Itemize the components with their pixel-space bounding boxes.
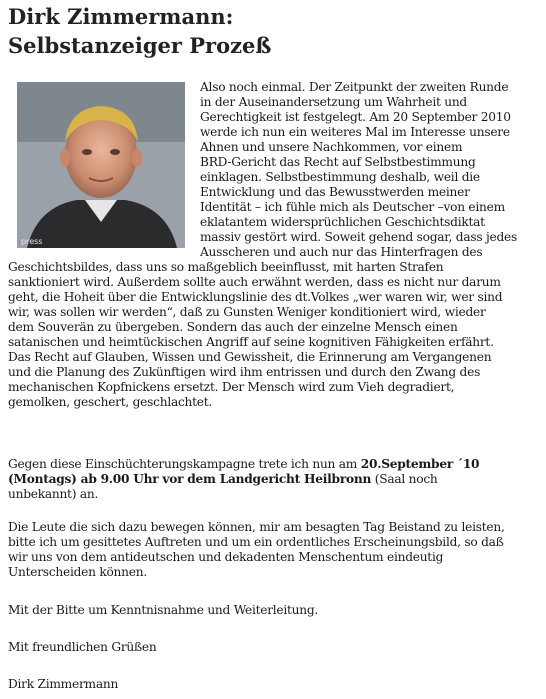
paragraph-3-line: Die Leute die sich dazu bewegen können, mir am besagten Tag Beistand zu leisten, [8,520,505,534]
article-title [8,2,271,60]
paragraph-1-line: mechanischen Kopfnickens ersetzt. Der Mensch wird zum Vieh degradiert, [8,380,455,394]
paragraph-2-line-2 [8,472,438,487]
title-line-2: Selbstanzeiger Prozeß [8,33,272,58]
paragraph-1-line: satanischen und heimtückischen Angriff auf seine kognitiven Fähigkeiten erfährt. [8,335,494,349]
paragraph-1-line: Geschichtsbildes, dass uns so maßgeblich beeinflusst, mit harten Strafen [8,260,444,274]
photo-caption: press [21,237,43,246]
paragraph-3-line: wir uns von dem antideutschen und dekadenten Menschentum eindeutig [8,550,444,564]
closing-greeting: Mit freundlichen Grüßen [8,640,157,654]
paragraph-1-line: geht, die Hoheit über die Entwicklungslinie des dt.Volkes „wer waren wir, wer sind [8,290,503,304]
paragraph-1-line: einklagen. Selbstbestimmung deshalb, weil die [200,170,480,184]
paragraph-1-line: Gerechtigkeit ist festgelegt. Am 20 September 2010 [200,110,511,124]
paragraph-1-line: dem Souverän zu übergeben. Sondern das auch der einzelne Mensch einen [8,320,458,334]
paragraph-1-line: gemolken, geschert, geschlachtet. [8,395,213,409]
paragraph-1-line: Ahnen und unsere Nachkommen, vor einem [200,140,463,154]
paragraph-2-line-3: unbekannt) an. [8,487,99,501]
paragraph-1-line: wir, was sollen wir werden“, daß zu Gunsten Weniger konditioniert wird, wieder [8,305,486,319]
paragraph-1-line: Identität – ich fühle mich als Deutscher –von einem [200,200,505,214]
paragraph-1-line: sanktioniert wird. Außerdem sollte auch erwähnt werden, dass es nicht nur darum [8,275,501,289]
closing-request: Mit der Bitte um Kenntnisnahme und Weiterleitung. [8,603,319,617]
paragraph-3-line: Unterscheiden können. [8,565,147,579]
portrait-photo [17,82,185,248]
location-highlight: (Montags) ab 9.00 Uhr vor dem Landgericht Heilbronn [8,472,372,486]
paragraph-1-line: Das Recht auf Glauben, Wissen und Gewissheit, die Erinnerung am Vergangenen [8,350,492,364]
paragraph-1-line: in der Auseinandersetzung um Wahrheit und [200,95,467,109]
paragraph-1-line: massiv gestört wird. Soweit gehend sogar, dass jedes [200,230,518,244]
paragraph-1-line: BRD-Gericht das Recht auf Selbstbestimmung [200,155,476,169]
paragraph-1-line: werde ich nun ein weiteres Mal im Interesse unsere [200,125,510,139]
paragraph-1-line: Also noch einmal. Der Zeitpunkt der zweiten Runde [200,80,509,94]
paragraph-1-line: und die Planung des Zukünftigen wird ihm entrissen und durch den Zwang des [8,365,481,379]
paragraph-2-text: (Saal noch [371,472,438,486]
paragraph-2-text: Gegen diese Einschüchterungskampagne trete ich nun am [8,457,361,471]
title-line-1: Dirk Zimmermann: [8,4,234,29]
paragraph-3-line: bitte ich um gesittetes Auftreten und um ein ordentliches Erscheinungsbild, so daß [8,535,504,549]
paragraph-1-line: eklatantem widersprüchlichen Geschichtsdiktat [200,215,485,229]
paragraph-1-line: Ausscheren und auch nur das Hinterfragen des [200,245,483,259]
portrait-icon [17,82,185,248]
paragraph-2-line-1 [8,457,479,472]
paragraph-1-line: Entwicklung und das Bewusstwerden meiner [200,185,470,199]
date-highlight: 20.September ´10 [360,457,480,471]
signature: Dirk Zimmermann [8,677,119,691]
